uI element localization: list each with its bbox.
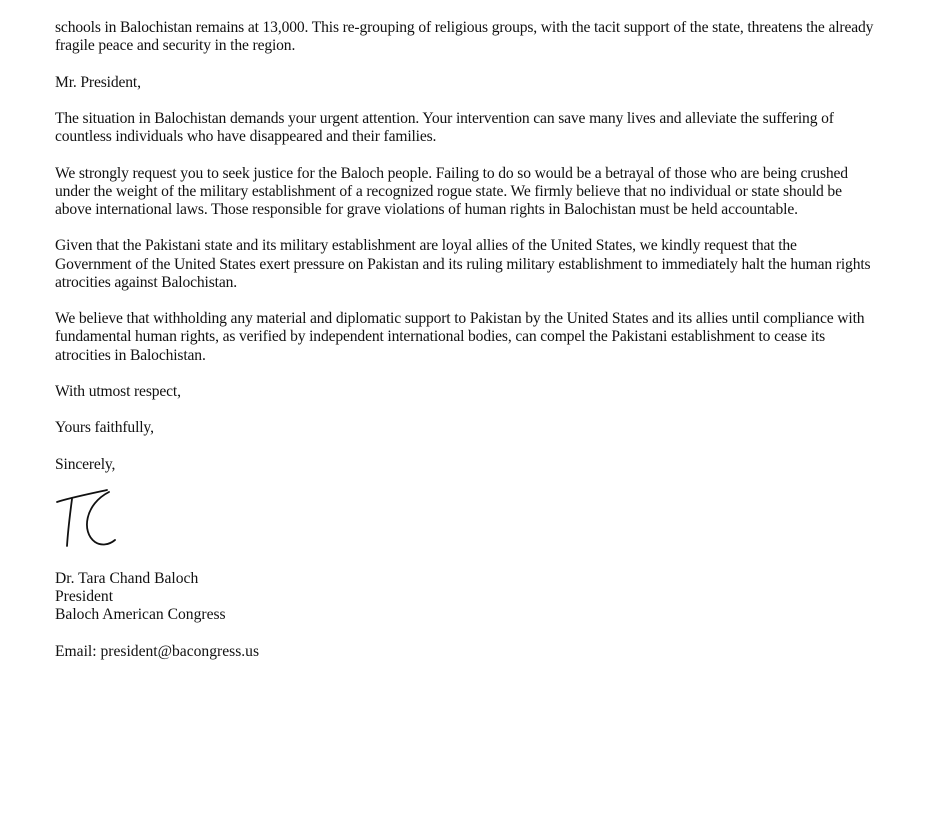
paragraph-continuation: schools in Balochistan remains at 13,000. This re-grouping of religious groups, with the tacit support of the state, threatens the already fragile peace and security in the region.	[55, 19, 874, 55]
paragraph-withhold-support: We believe that withholding any material and diplomatic support to Pakistan by the United States and its allies until compliance with fundamental human rights, as verified by independent international bodies, can compel the Pakistani establishment to cease its atrocities in Balochistan.	[55, 310, 865, 364]
paragraph-justice-request: We strongly request you to seek justice for the Baloch people. Failing to do so would be a betrayal of those who are being crushed under the weight of the military establishment of a recognized rogue state. We firmly believe that no individual or state should be above international laws. Those responsible for grave violations of human rights in Balochistan must be held accountable.	[55, 164, 848, 218]
signature-icon	[55, 488, 125, 550]
letter-body	[55, 19, 877, 661]
closing-sincerely: Sincerely,	[55, 455, 116, 473]
signatory-organization: Baloch American Congress	[55, 606, 226, 624]
signatory-block	[55, 570, 877, 625]
paragraph-urgent-attention: The situation in Balochistan demands your urgent attention. Your intervention can save many lives and alleviate the suffering of countless individuals who have disappeared and their families.	[55, 109, 834, 146]
handwritten-signature	[55, 488, 125, 550]
closing-faithfully: Yours faithfully,	[55, 419, 154, 437]
paragraph-us-pressure: Given that the Pakistani state and its military establishment are loyal allies of the United States, we kindly request that the Government of the United States exert pressure on Pakistan and its ruling military establishment to immediately halt the human rights atrocities against Balochistan.	[55, 237, 871, 291]
signatory-title: President	[55, 588, 114, 606]
signatory-name: Dr. Tara Chand Baloch	[55, 569, 199, 587]
salutation: Mr. President,	[55, 73, 141, 91]
contact-email: Email: president@bacongress.us	[55, 642, 260, 660]
closing-respect: With utmost respect,	[55, 382, 181, 400]
